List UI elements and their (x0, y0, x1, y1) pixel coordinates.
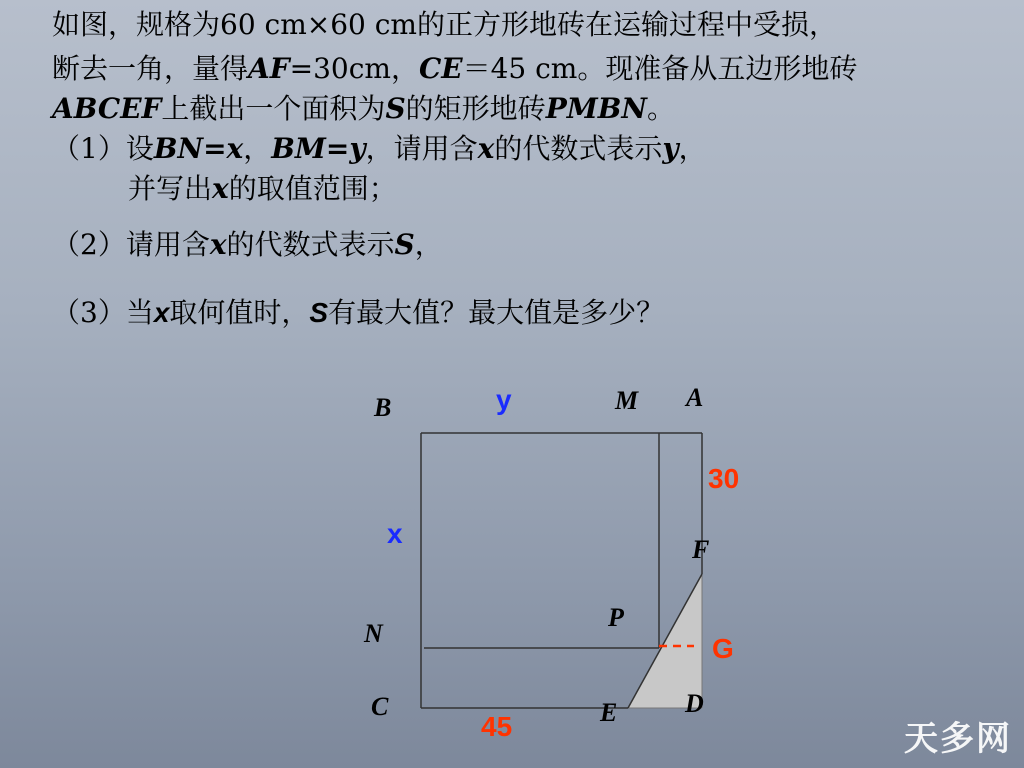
problem-line-2: 断去一角，量得AF=30cm，CE＝45 cm。现准备从五边形地砖 (52, 52, 858, 85)
label-point-c: C (371, 692, 389, 721)
label-point-b: B (374, 393, 392, 422)
label-point-m: M (615, 386, 639, 415)
label-y: y (496, 384, 512, 415)
label-point-d: D (685, 689, 704, 718)
label-ce-length: 45 (481, 711, 513, 742)
question-2: （2）请用含x的代数式表示S， (52, 228, 443, 261)
label-x: x (387, 518, 403, 549)
label-af-length: 30 (708, 463, 740, 494)
question-1-line-2: 并写出x的取值范围； (128, 172, 397, 205)
question-3: （3）当x取何值时，S有最大值？最大值是多少？ (52, 296, 665, 329)
watermark-logo: 天多网 (904, 719, 1012, 759)
question-1: （1）设BN=x，BM=y，请用含x的代数式表示y， (52, 132, 707, 165)
label-point-p: P (608, 603, 624, 632)
label-point-e: E (600, 698, 618, 727)
label-point-f: F (692, 535, 710, 564)
problem-line-1: 如图，规格为60 cm×60 cm的正方形地砖在运输过程中受损， (52, 8, 837, 41)
label-point-n: N (364, 619, 383, 648)
label-point-a: A (686, 383, 704, 412)
problem-line-3: ABCEF上截出一个面积为S的矩形地砖PMBN。 (52, 92, 676, 125)
label-point-g: G (712, 633, 734, 664)
